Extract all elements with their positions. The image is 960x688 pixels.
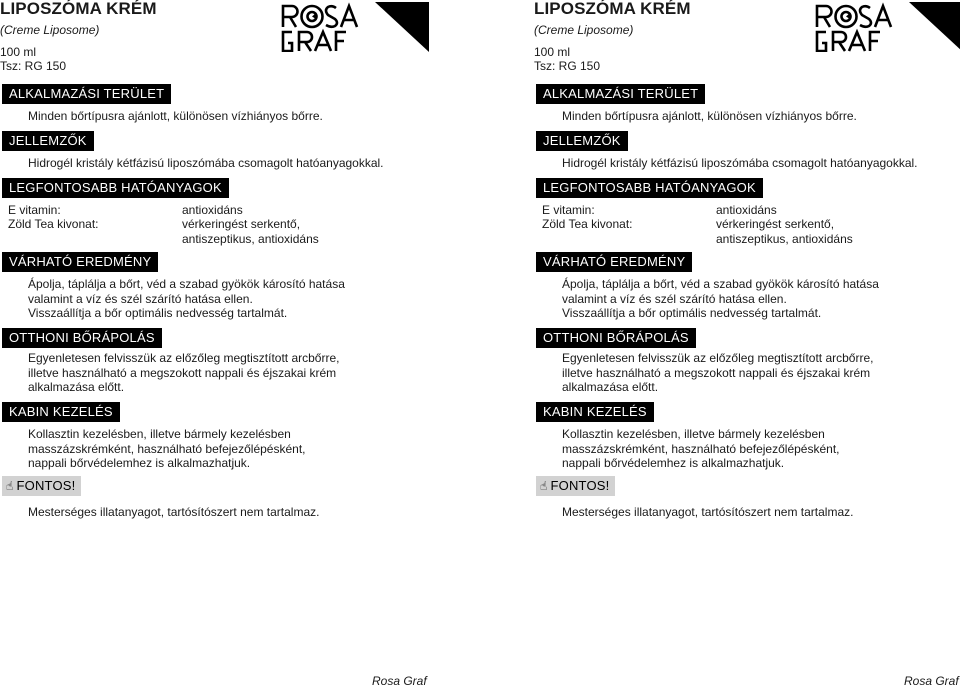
- expected-result-line: Visszaállítja a bőr optimális nedvesség tartalmát.: [562, 306, 822, 320]
- salon-treatment-heading: KABIN KEZELÉS: [536, 402, 654, 422]
- brand-footer-left: Rosa Graf: [372, 674, 427, 688]
- important-heading-label: FONTOS!: [16, 478, 76, 493]
- salon-treatment-line: nappali bőrvédelemhez is alkalmazhatjuk.: [28, 456, 251, 470]
- product-subtitle: (Creme Liposome): [0, 23, 100, 37]
- important-text: Mesterséges illatanyagot, tartósítószert nem tartalmaz.: [28, 505, 320, 519]
- expected-result-line: valamint a víz és szél szárító hatása ellen.: [562, 291, 787, 306]
- hand-pointing-icon: ☝: [540, 479, 548, 493]
- salon-treatment-line: nappali bőrvédelemhez is alkalmazhatjuk.: [562, 456, 785, 470]
- product-title: LIPOSZÓMA KRÉM: [534, 0, 691, 18]
- expected-result-line: Ápolja, táplálja a bőrt, véd a szabad gyökök károsító hatása: [562, 277, 879, 291]
- important-text: Mesterséges illatanyagot, tartósítószert nem tartalmaz.: [562, 505, 854, 519]
- important-heading: [536, 476, 615, 496]
- salon-treatment-line: Kollasztin kezelésben, illetve bármely kezelésben: [562, 427, 825, 441]
- application-area-text: Minden bőrtípusra ajánlott, különösen vízhiányos bőrre.: [28, 109, 323, 123]
- ingredient-name: E vitamin:: [542, 203, 595, 217]
- brand-logo: [813, 2, 960, 52]
- expected-result-line: Visszaállítja a bőr optimális nedvesség tartalmát.: [28, 306, 288, 320]
- expected-result-line: Ápolja, táplálja a bőrt, véd a szabad gyökök károsító hatása: [28, 277, 345, 291]
- ingredient-name: Zöld Tea kivonat:: [8, 217, 99, 231]
- home-care-heading: OTTHONI BŐRÁPOLÁS: [536, 328, 696, 348]
- ingredient-name: Zöld Tea kivonat:: [542, 217, 633, 231]
- expected-result-heading: VÁRHATÓ EREDMÉNY: [2, 252, 158, 272]
- features-heading: JELLEMZŐK: [2, 131, 94, 151]
- product-code: Tsz: RG 150: [534, 59, 601, 73]
- home-care-heading: OTTHONI BŐRÁPOLÁS: [2, 328, 162, 348]
- brand-footer-right: Rosa Graf: [904, 674, 959, 688]
- home-care-line: alkalmazása előtt.: [562, 380, 659, 394]
- salon-treatment-line: masszázskrémként, használható befejezőlépésként,: [28, 441, 306, 456]
- features-heading: JELLEMZŐK: [536, 131, 628, 151]
- brand-logo: [279, 2, 429, 52]
- salon-treatment-line: masszázskrémként, használható befejezőlépésként,: [562, 441, 840, 456]
- ingredient-effect: antioxidáns: [716, 203, 777, 217]
- features-text: Hidrogél kristály kétfázisú liposzómába csomagolt hatóanyagokkal.: [28, 156, 384, 170]
- home-care-line: illetve használható a megszokott nappali és éjszakai krém: [562, 365, 871, 380]
- product-code: Tsz: RG 150: [0, 59, 67, 73]
- ingredient-effect: antioxidáns: [182, 203, 243, 217]
- product-subtitle: (Creme Liposome): [534, 23, 634, 37]
- expected-result-heading: VÁRHATÓ EREDMÉNY: [536, 252, 692, 272]
- application-area-heading: ALKALMAZÁSI TERÜLET: [2, 84, 171, 104]
- key-ingredients-heading: LEGFONTOSABB HATÓANYAGOK: [2, 178, 229, 198]
- key-ingredients-heading: LEGFONTOSABB HATÓANYAGOK: [536, 178, 763, 198]
- home-care-line: Egyenletesen felvisszük az előzőleg megtisztított arcbőrre,: [562, 351, 874, 365]
- important-heading-label: FONTOS!: [550, 478, 610, 493]
- product-card-right: [534, 0, 960, 687]
- application-area-heading: ALKALMAZÁSI TERÜLET: [536, 84, 705, 104]
- important-heading: [2, 476, 81, 496]
- ingredient-effect: vérkeringést serkentő, antiszeptikus, antioxidáns: [716, 217, 853, 246]
- product-volume: 100 ml: [534, 45, 571, 59]
- product-title: LIPOSZÓMA KRÉM: [0, 0, 157, 18]
- ingredient-name: E vitamin:: [8, 203, 61, 217]
- salon-treatment-heading: KABIN KEZELÉS: [2, 402, 120, 422]
- home-care-line: Egyenletesen felvisszük az előzőleg megtisztított arcbőrre,: [28, 351, 340, 365]
- hand-pointing-icon: ☝: [6, 479, 14, 493]
- features-text: Hidrogél kristály kétfázisú liposzómába csomagolt hatóanyagokkal.: [562, 156, 918, 170]
- product-volume: 100 ml: [0, 45, 37, 59]
- home-care-line: illetve használható a megszokott nappali és éjszakai krém: [28, 365, 337, 380]
- expected-result-line: valamint a víz és szél szárító hatása ellen.: [28, 291, 253, 306]
- home-care-line: alkalmazása előtt.: [28, 380, 125, 394]
- application-area-text: Minden bőrtípusra ajánlott, különösen vízhiányos bőrre.: [562, 109, 857, 123]
- salon-treatment-line: Kollasztin kezelésben, illetve bármely kezelésben: [28, 427, 291, 441]
- product-card-left: [0, 0, 430, 687]
- ingredient-effect: vérkeringést serkentő, antiszeptikus, antioxidáns: [182, 217, 319, 246]
